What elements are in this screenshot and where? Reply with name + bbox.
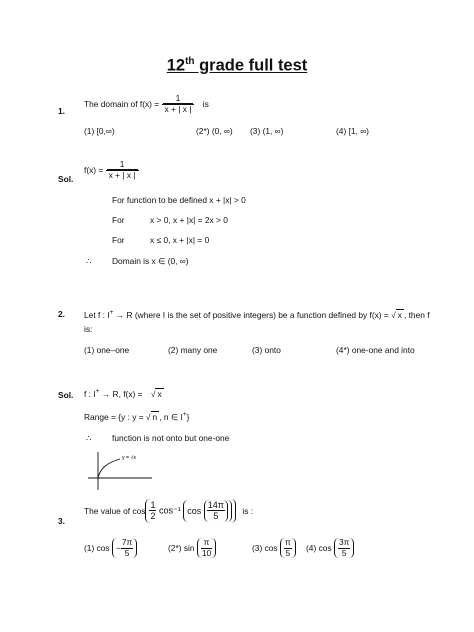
q2-option-1: (1) one–one [84,345,130,355]
question-2-stem: Let f : I+ → R (where I is the set of positive integers) be a function defined by f(x) = √ x , then f [84,309,430,320]
q1-option-4: (4) [1, ∞) [336,126,369,136]
sol1-conclusion: Domain is x ∈ (0, ∞) [112,256,189,266]
q3-option-1: (1) cos − $\frac{7\pi}{5}$ [84,538,137,558]
question-2-number: 2. [58,309,65,319]
q1-option-3: (3) (1, ∞) [250,126,284,136]
q1-option-1: (1) [0,∞) [84,126,115,136]
q2-option-4: (4*) one-one and into [336,345,415,355]
q3-option-3: (3) cos $\frac{\pi}{5}$ [252,538,296,558]
solution-1-label: Sol. [58,174,74,184]
q3-option-4: (4) cos $\frac{3\pi}{5}$ [306,538,354,558]
question-1-stem: The domain of f(x) = $\frac{1}{x + | x |}$ is [84,93,209,114]
solution-2-label: Sol. [58,390,74,400]
q1-option-2: (2*) (0, ∞) [196,126,233,136]
sol1-for-2: For [112,235,125,245]
q1-fraction: $\frac{1}{x + | x |}$ [162,94,195,114]
sol1-case-1: x > 0, x + |x| = 2x > 0 [150,215,228,225]
sol1-condition: For function to be defined x + |x| > 0 [112,195,246,205]
q3-option-2: (2*) sin $\frac{\pi}{10}$ [168,538,216,558]
therefore-symbol-2: ∴ [86,433,92,443]
therefore-symbol: ∴ [86,256,92,266]
sol2-range: Range = {y : y = √ n , n ∈ I+} [84,411,190,422]
sol1-for-1: For [112,215,125,225]
sol2-conclusion: function is not onto but one-one [112,433,230,443]
q2-option-2: (2) many one [168,345,218,355]
page-title: 12th grade full test [166,56,308,75]
sol1-definition: f(x) = $\frac{1}{x + | x |}$ [84,160,139,180]
sol1-case-2: x ≤ 0, x + |x| = 0 [150,235,210,245]
question-3-stem: The value of cos $\frac{1}{2}$ cos⁻¹ cos $\frac{14\pi}{5}$ is : [84,500,254,522]
question-3-number: 3. [58,516,65,526]
question-1-number: 1. [58,106,65,116]
question-2-stem-cont: is: [84,324,93,334]
graph-curve-label: y = √x [122,455,136,461]
sol2-mapping: f : I+ → R, f(x) = √ x [84,388,162,399]
sqrt-graph [84,450,156,494]
q2-option-3: (3) onto [252,345,281,355]
graph-curve [98,459,120,478]
